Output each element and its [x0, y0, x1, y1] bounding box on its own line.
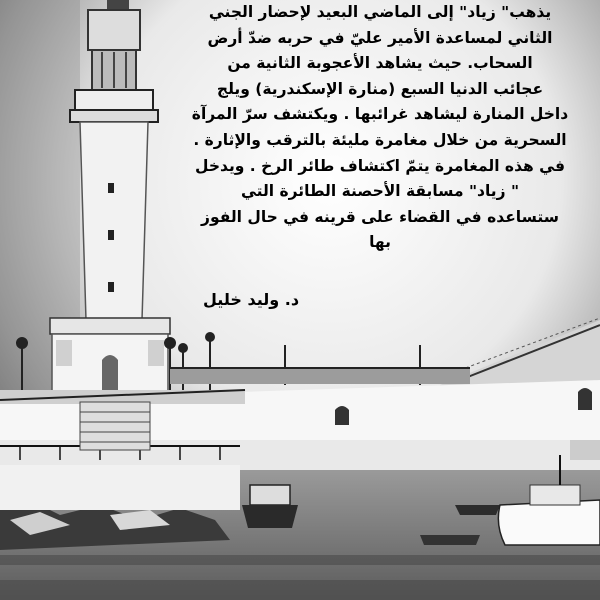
- author-signature: د. وليد خليل: [203, 290, 300, 309]
- story-line: الثاني لمساعدة الأمير عليّ في حربه ضدّ أرض: [207, 28, 553, 47]
- story-line: عجائب الدنيا السبع (منارة الإسكندرية) ويلج: [216, 79, 544, 98]
- story-line: يذهب" زياد" إلى الماضي البعيد لإحضار الجني: [208, 3, 552, 21]
- story-paragraph: [170, 0, 590, 256]
- story-line: " زياد" مسابقة الأحصنة الطائرة التي: [240, 182, 520, 201]
- story-line: بها: [369, 233, 391, 252]
- story-line: داخل المنارة ليشاهد غرائبها . ويكتشف سرّ المرآة: [191, 105, 569, 124]
- story-line: ستساعده في القضاء على قرينه في حال الفوز: [201, 207, 559, 226]
- story-line: في هذه المغامرة يتمّ اكتشاف طائر الرخ . ويدخل: [194, 156, 566, 175]
- story-line: السحرية من خلال مغامرة مليئة بالترقب والإثارة .: [193, 130, 567, 149]
- story-line: السحاب. حيث يشاهد الأعجوبة الثانية من: [227, 54, 533, 73]
